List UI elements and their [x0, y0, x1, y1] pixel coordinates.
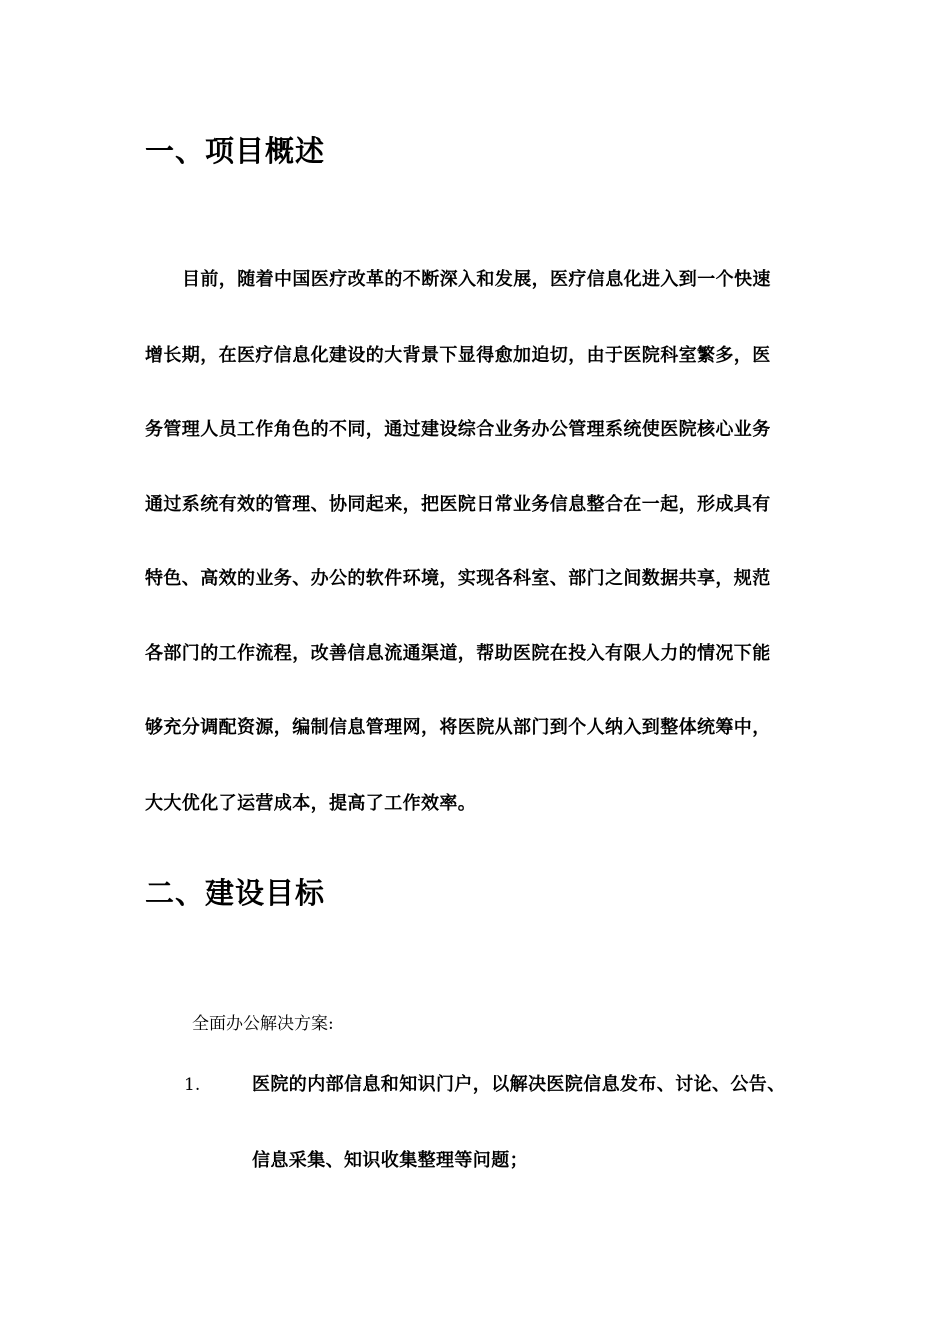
list-item-text-line: 信息采集、知识收集整理等问题； [252, 1150, 528, 1171]
paragraph-line: 目前，随着中国医疗改革的不断深入和发展，医疗信息化进入到一个快速 [182, 269, 771, 290]
solution-lead-text: 全面办公解决方案: [192, 1014, 334, 1034]
paragraph-line: 增长期，在医疗信息化建设的大背景下显得愈加迫切，由于医院科室繁多，医 [145, 345, 771, 366]
paragraph-line: 务管理人员工作角色的不同，通过建设综合业务办公管理系统使医院核心业务 [145, 419, 771, 440]
section-heading-goals: 二、建设目标 [145, 876, 326, 910]
paragraph-line: 通过系统有效的管理、协同起来，把医院日常业务信息整合在一起，形成具有 [145, 494, 771, 515]
list-item-number: 1. [184, 1075, 201, 1095]
section-heading-overview: 一、项目概述 [145, 134, 326, 168]
paragraph-line: 大大优化了运营成本，提高了工作效率。 [145, 793, 477, 814]
paragraph-line: 够充分调配资源，编制信息管理网，将医院从部门到个人纳入到整体统筹中， [145, 717, 771, 738]
paragraph-line: 各部门的工作流程，改善信息流通渠道，帮助医院在投入有限人力的情况下能 [145, 643, 771, 664]
list-item-text-line: 医院的内部信息和知识门户，以解决医院信息发布、讨论、公告、 [252, 1074, 786, 1095]
paragraph-line: 特色、高效的业务、办公的软件环境，实现各科室、部门之间数据共享，规范 [145, 568, 771, 589]
